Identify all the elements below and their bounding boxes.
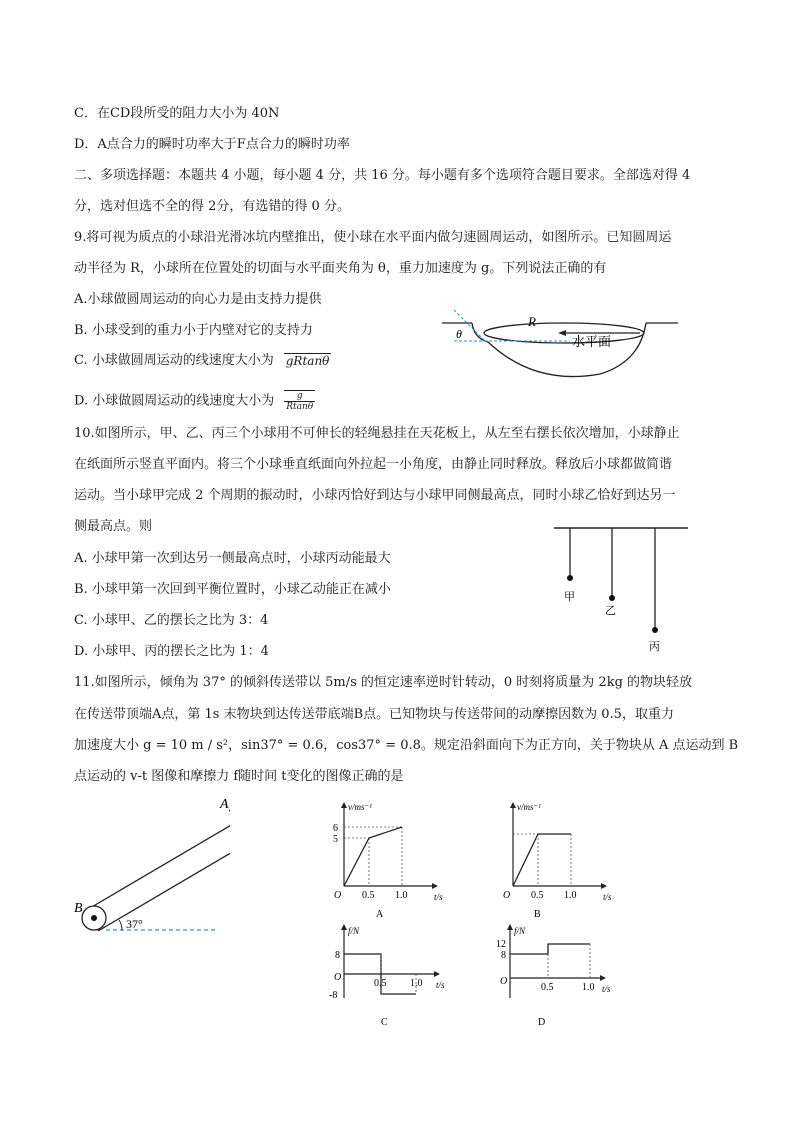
q9-horizontal-plane-label: 水平面 (572, 334, 612, 349)
q10-stem-line2: 在纸面所示竖直平面内。将三个小球垂直纸面向外拉起一小角度，由静止同时释放。释放后小球都做简谐 (74, 457, 673, 472)
q10-option-b: B. 小球甲第一次回到平衡位置时，小球乙动能正在减小 (74, 582, 391, 597)
graph-a-tick-1-0: 1.0 (395, 890, 408, 901)
q9-radius-label: R (528, 314, 536, 329)
q11-conveyor-figure (70, 796, 230, 938)
q9-option-d (74, 390, 315, 412)
graph-d-tick-8: 8 (501, 950, 506, 961)
graph-b-x-axis-label: t/s (603, 892, 612, 902)
graph-c-tick-minus-8: -8 (329, 990, 338, 1001)
q11-point-a-label: A (220, 797, 229, 812)
graph-a-tick-6: 6 (333, 823, 338, 834)
graph-c-caption: C (381, 1017, 388, 1028)
graph-d-tick-0-5: 0.5 (541, 982, 554, 993)
graph-a-caption: A (376, 909, 384, 920)
q9-option-d-formula (284, 390, 315, 412)
graph-c-y-axis-label: f/N (348, 926, 360, 936)
q11-graph-a (324, 800, 446, 920)
graph-b-origin: O (503, 890, 511, 901)
graph-c-tick-0-5: 0.5 (374, 978, 387, 989)
graph-a-tick-0-5: 0.5 (362, 890, 375, 901)
q10-stem-line4: 侧最高点。则 (74, 519, 153, 534)
q9-option-d-text: D. 小球做圆周运动的线速度大小为 (74, 393, 275, 409)
q9-ice-pit-figure (440, 306, 690, 380)
q11-stem-line1: 11.如图所示，倾角为 37° 的倾斜传送带以 5m/s 的恒定速率逆时针转动，0 时刻将质量为 2kg 的物块轻放 (74, 675, 693, 690)
q9-stem-line2: 动半径为 R，小球所在位置处的切面与水平面夹角为 θ，重力加速度为 g。下列说法正确的有 (74, 261, 607, 276)
graph-b-y-axis-label: v/ms⁻¹ (517, 802, 541, 812)
graph-d-x-axis-label: t/s (602, 984, 611, 994)
q10-ball-yi-label: 乙 (605, 605, 616, 617)
q10-stem-line3: 运动。当小球甲完成 2 个周期的振动时，小球丙恰好到达与小球甲同侧最高点，同时小球乙恰好到达另一 (74, 488, 676, 503)
graph-c-x-axis-label: t/s (436, 980, 445, 990)
q10-option-c: C. 小球甲、乙的摆长之比为 3：4 (74, 613, 269, 628)
q9-option-d-denominator: Rtanθ (286, 402, 314, 412)
q10-ball-jia-label: 甲 (564, 591, 575, 603)
graph-d-tick-1-0: 1.0 (582, 982, 595, 993)
q9-option-c (74, 352, 331, 370)
q8-option-d: D．A点合力的瞬时功率大于F点合力的瞬时功率 (74, 137, 350, 152)
q10-ball-bing-label: 丙 (649, 641, 660, 653)
graph-d-tick-12: 12 (496, 939, 506, 950)
graph-a-tick-5: 5 (333, 834, 338, 845)
q11-stem-line2: 在传送带顶端A点，第 1s 末物块到达传送带底端B点。已知物块与传送带间的动摩擦因数为 0.5，取重力 (74, 707, 674, 722)
q10-option-a: A. 小球甲第一次到达另一侧最高点时，小球丙动能最大 (74, 551, 391, 566)
q10-stem-line1: 10.如图所示，甲、乙、丙三个小球用不可伸长的轻绳悬挂在天花板上，从左至右摆长依次增加，小球静止 (74, 426, 680, 441)
q11-graph-c (324, 922, 448, 1030)
section2-heading-line1: 二、多项选择题：本题共 4 小题，每小题 4 分，共 16 分。每小题有多个选项符合题目要求。全部选对得 4 (74, 168, 691, 183)
q11-graph-d (490, 922, 614, 1030)
q11-angle-label: 37° (126, 917, 143, 931)
q9-option-a: A.小球做圆周运动的向心力是由支持力提供 (74, 292, 322, 307)
q10-option-d: D. 小球甲、丙的摆长之比为 1：4 (74, 644, 269, 659)
q11-stem-line4: 点运动的 v-t 图像和摩擦力 f随时间 t变化的图像正确的是 (74, 769, 404, 784)
graph-c-origin: O (334, 972, 342, 983)
graph-d-y-axis-label: f/N (514, 926, 526, 936)
q11-point-b-label: B (74, 901, 83, 916)
graph-c-tick-8: 8 (335, 950, 340, 961)
q9-option-c-formula: gRtanθ (285, 354, 330, 368)
q9-theta-label: θ (456, 327, 462, 341)
graph-b-tick-1-0: 1.0 (564, 890, 577, 901)
q9-option-b: B. 小球受到的重力小于内壁对它的支持力 (74, 323, 313, 338)
section2-heading-line2: 分，选对但选不全的得 2分，有选错的得 0 分。 (74, 199, 350, 214)
q11-stem-line3: 加速度大小 g = 10 m / s²，sin37° = 0.6，cos37° = 0.8。规定沿斜面向下为正方向，关于物块从 A 点运动到 B (74, 738, 739, 753)
q9-option-c-text: C. 小球做圆周运动的线速度大小为 (74, 353, 274, 368)
q11-graph-b (493, 800, 615, 920)
q9-stem-line1: 9.将可视为质点的小球沿光滑冰坑内壁推出，使小球在水平面内做匀速圆周运动，如图所示。已知圆周运 (74, 230, 672, 245)
graph-a-origin: O (334, 890, 342, 901)
graph-b-tick-0-5: 0.5 (531, 890, 544, 901)
graph-a-x-axis-label: t/s (434, 892, 443, 902)
q8-option-c: C．在CD段所受的阻力大小为 40N (74, 106, 280, 121)
graph-d-origin: O (500, 976, 508, 987)
graph-d-caption: D (538, 1017, 546, 1028)
graph-a-y-axis-label: v/ms⁻¹ (348, 802, 372, 812)
q9-option-d-numerator: g (284, 391, 315, 402)
q10-pendulum-figure (552, 522, 692, 656)
graph-c-tick-1-0: 1.0 (410, 978, 423, 989)
graph-b-caption: B (534, 909, 541, 920)
